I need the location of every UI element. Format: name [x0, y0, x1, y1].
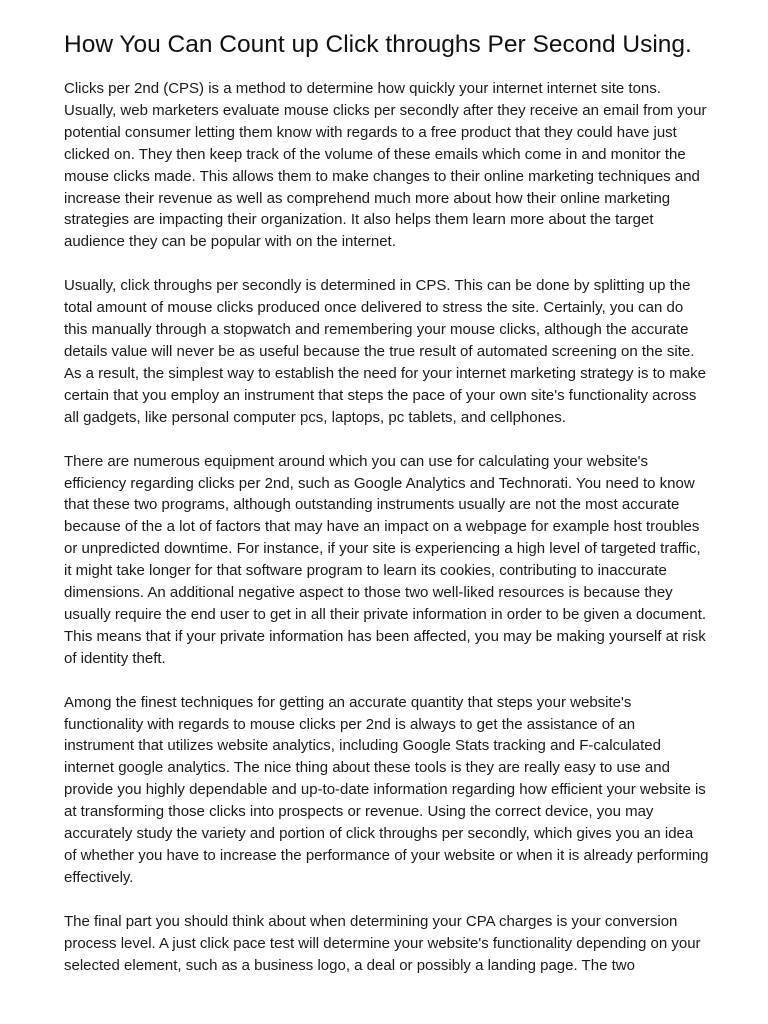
paragraph-2: Usually, click throughs per secondly is determined in CPS. This can be done by splitting up the total amount of mouse clicks produced once delivered to stress the site. Certainly, you can do this manually through a stopwatch and remembering your mouse clicks, although the accurate details value will never be as useful because the true result of automated screening on the site. As a result, the simplest way to establish the need for your internet marketing strategy is to make certain that you employ an instrument that steps the pace of your own site's functionality across all gadgets, like personal computer pcs, laptops, pc tablets, and cellphones. — [64, 277, 706, 426]
document-body — [64, 78, 709, 999]
paragraph-4: Among the finest techniques for getting an accurate quantity that steps your website's functionality with regards to mouse clicks per 2nd is always to get the assistance of an instrument that utilizes website analytics, including Google Stats tracking and F-calculated internet google analytics. The nice thing about these tools is they are really easy to use and provide you highly dependable and up-to-date information regarding how efficient your website is at transforming those clicks into prospects or revenue. Using the correct device, you may accurately study the variety and portion of click throughs per secondly, which gives you an idea of whether you have to increase the performance of your website or when it is already performing effectively. — [64, 693, 709, 886]
paragraph-5: The final part you should think about when determining your CPA charges is your conversion process level. A just click pace test will determine your website's functionality depending on your selected element, such as a business logo, a deal or possibly a landing page. The two — [64, 912, 701, 974]
document-title: How You Can Count up Click throughs Per Second Using. — [64, 31, 692, 58]
paragraph-1: Clicks per 2nd (CPS) is a method to determine how quickly your internet internet site tons. Usually, web marketers evaluate mouse clicks per secondly after they receive an email from your potential consumer letting them know with regards to a free product that they could have just clicked on. They then keep track of the volume of these emails which come in and monitor the mouse clicks made. This allows them to make changes to their online marketing techniques and increase their revenue as well as comprehend much more about how their online marketing strategies are impacting their organization. It also helps them learn more about the target audience they can be popular with on the internet. — [64, 80, 707, 251]
paragraph-3: There are numerous equipment around which you can use for calculating your website's efficiency regarding clicks per 2nd, such as Google Analytics and Technorati. You need to know that these two programs, although outstanding instruments usually are not the most accurate because of the a lot of factors that may have an impact on a webpage for example host troubles or unpredicted downtime. For instance, if your site is experiencing a high level of targeted traffic, it might take longer for that software program to learn its cookies, contributing to inaccurate dimensions. An additional negative aspect to those two well-liked resources is because they usually require the end user to get in all their private information in order to be given a document. This means that if your private information has been affected, you may be making yourself at risk of identity theft. — [64, 452, 707, 667]
